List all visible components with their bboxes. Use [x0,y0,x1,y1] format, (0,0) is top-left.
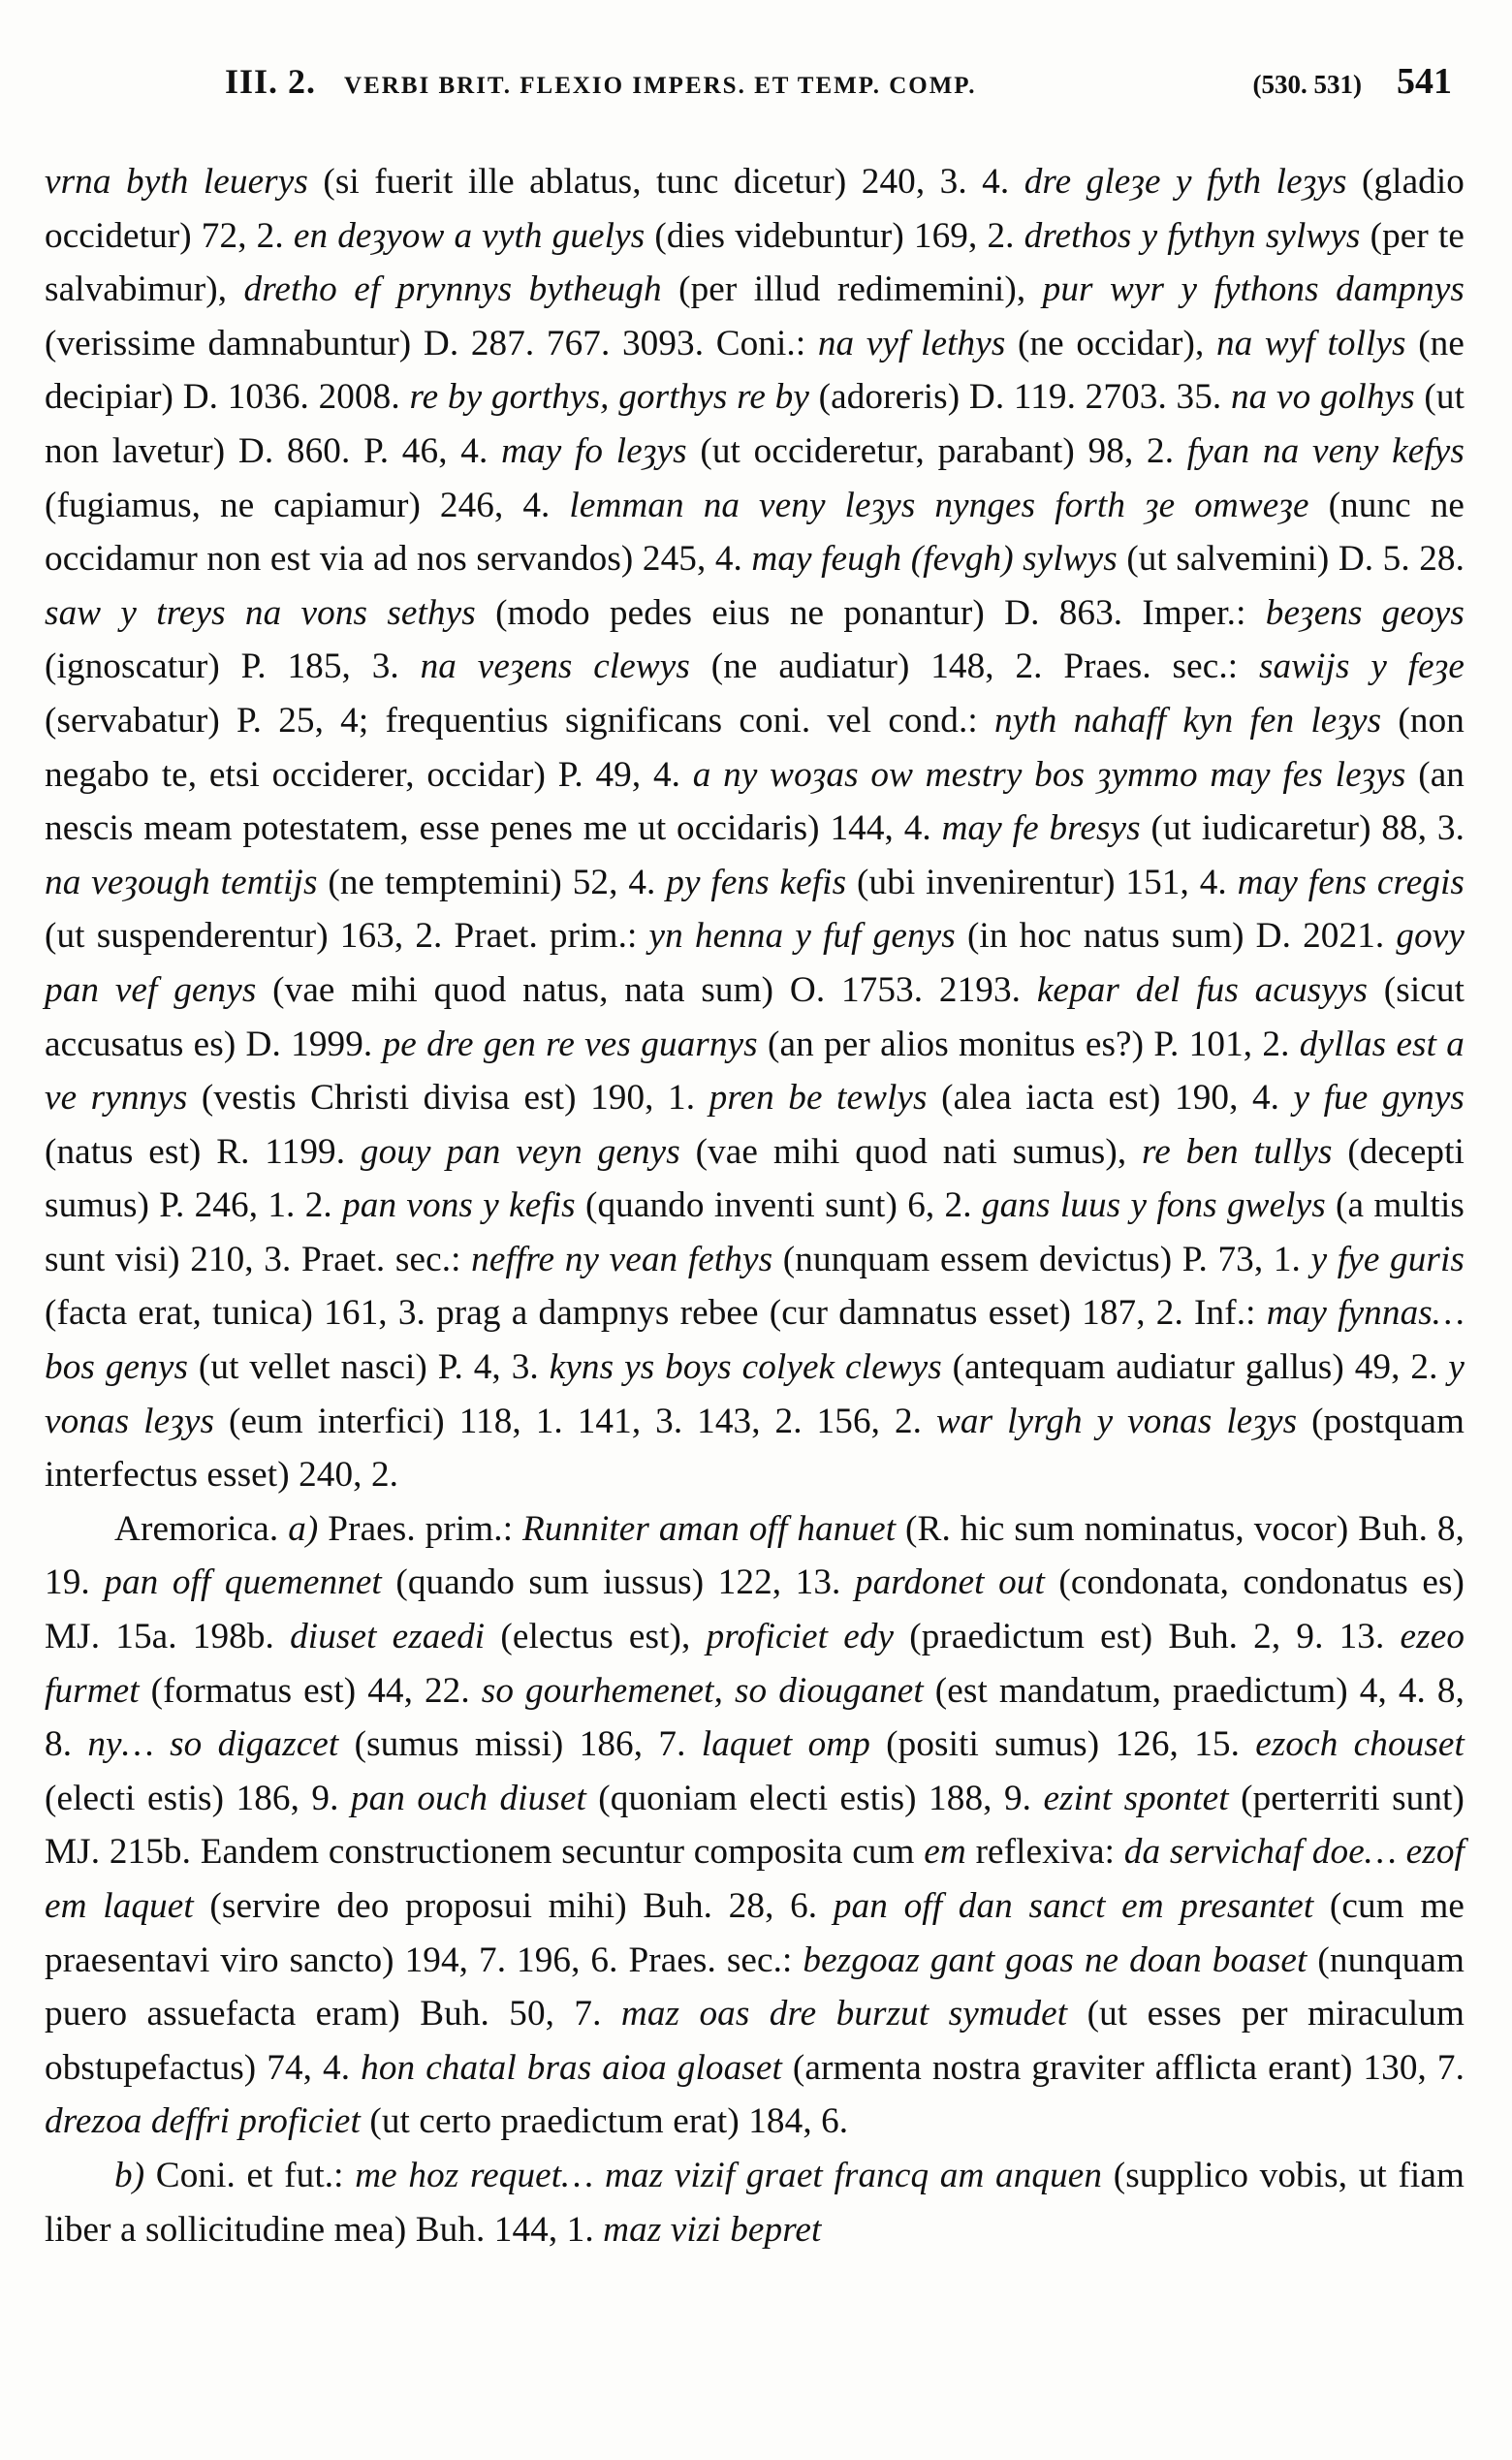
paragraph [45,155,1465,1502]
cited-form: govy pan vef genys [45,916,1465,1010]
gloss-text: (ubi invenirentur) 151, 4. [846,862,1238,902]
cited-form: pan off quemennet [104,1562,382,1603]
gloss-text: (ut occideretur, parabant) 98, 2. [686,430,1187,471]
cited-form: py fens kefis [666,862,847,902]
cited-form: dyllas est a ve rynnys [45,1024,1465,1119]
gloss-text: (sumus missi) 186, 7. [338,1724,702,1765]
gloss-text: (per illud redimemini), [661,269,1043,310]
gloss-text: (ne audiatur) 148, 2. Praes. sec.: [689,647,1259,687]
cited-form: y vonas leȝys [45,1347,1465,1441]
cited-form: maz oas dre burzut symudet [620,1994,1068,2034]
cited-form: dre gleȝe y fyth leȝys [1024,162,1347,202]
gloss-text: (natus est) R. 1199. [45,1131,361,1172]
gloss-text: (cum me praesentavi viro sancto) 194, 7. 196, 6. Praes. sec.: [45,1886,1465,1980]
gloss-text: (ne decipiar) D. 1036. 2008. [45,323,1465,418]
cited-form: em [924,1832,966,1873]
gloss-text: (servire deo proposui mihi) Buh. 28, 6. [193,1886,834,1926]
cited-form: beȝens geoys [1265,592,1465,633]
gloss-text: (ut esses per miraculum obstupefactus) 74, 4. [45,1994,1465,2088]
cited-form: maz vizi bepret [603,2209,822,2250]
gloss-text: (ut certo praedictum erat) 184, 6. [360,2101,849,2142]
gloss-text: (antequam audiatur gallus) 49, 2. [941,1347,1449,1388]
gloss-text: (adoreris) D. 119. 2703. 35. [808,377,1231,418]
cited-form: diuset ezaedi [290,1617,486,1657]
gloss-text: (ut vellet nasci) P. 4, 3. [188,1347,550,1388]
gloss-text: (modo pedes eius ne ponantur) D. 863. Imper.: [475,592,1266,633]
gloss-text: (postquam interfectus esset) 240, 2. [45,1401,1465,1496]
gloss-text: (nunquam puero assuefacta eram) Buh. 50, 7. [45,1940,1465,2034]
cited-form: y fye guris [1310,1239,1465,1279]
cited-form: pardonet out [854,1562,1045,1603]
cited-form: yn henna y fuf genys [648,916,956,957]
gloss-text: (a multis sunt visi) 210, 3. Praet. sec.: [45,1185,1465,1279]
cited-form: na veȝens clewys [420,647,690,687]
cited-form: ny… so digazcet [87,1724,339,1765]
cited-form: re by gorthys, gorthys re by [409,377,809,418]
cited-form: na vyf lethys [817,323,1006,363]
gloss-text: (nunc ne occidamur non est via ad nos servandos) 245, 4. [45,485,1465,580]
gloss-text: (ut non lavetur) D. 860. P. 46, 4. [45,377,1465,471]
cited-form: proficiet edy [706,1617,895,1657]
cited-form: may feugh (fevgh) sylwys [751,539,1118,580]
gloss-text: (fugiamus, ne capiamur) 246, 4. [45,485,570,525]
gloss-text: (ut iudicaretur) 88, 3. [1140,808,1465,849]
gloss-text: (dies videbuntur) 169, 2. [645,215,1024,256]
cited-form: pan vons y kefis [342,1185,576,1226]
cited-form: ezeo furmet [45,1617,1465,1711]
gloss-text: (est mandatum, praedictum) 4, 4. 8, 8. [45,1670,1465,1765]
gloss-text: (gladio occidetur) 72, 2. [45,162,1465,256]
gloss-text: Praes. prim.: [318,1508,523,1549]
cited-form: y fue gynys [1293,1078,1465,1119]
gloss-text: (formatus est) 44, 22. [139,1670,482,1711]
cited-form: nyth nahaff kyn fen leȝys [994,700,1382,741]
gloss-text: (in hoc natus sum) D. 2021. [955,916,1397,957]
page-number: 541 [1397,61,1452,102]
gloss-text: (servabatur) P. 25, 4; frequentius significans coni. vel cond.: [45,700,994,741]
gloss-text: (R. hic sum nominatus, vocor) Buh. 8, 19. [45,1508,1465,1603]
paragraph [45,1502,1465,2149]
gloss-text: (si fuerit ille ablatus, tunc dicetur) 240, 3. 4. [307,162,1024,202]
gloss-text: (ne occidar), [1005,323,1216,363]
gloss-text: (ut salvemini) D. 5. 28. [1117,539,1465,580]
paragraph [45,2149,1465,2256]
gloss-text: (non negabo te, etsi occiderer, occidar) P. 49, 4. [45,700,1465,795]
cited-form: fyan na veny kefys [1186,430,1465,471]
gloss-text: (armenta nostra graviter afflicta erant) 130, 7. [781,2047,1465,2088]
gloss-text: (electus est), [485,1617,707,1657]
chapter-title [225,61,977,102]
cited-form: pren be tewlys [709,1078,928,1119]
gloss-text: (quoniam electi estis) 188, 9. [585,1778,1044,1818]
gloss-text: (an per alios monitus es?) P. 101, 2. [757,1024,1300,1064]
cited-form: lemman na veny leȝys nynges forth ȝe omweȝe [569,485,1309,525]
gloss-text: (ignoscatur) P. 185, 3. [45,647,421,687]
cited-form: saw y treys na vons sethys [45,592,476,633]
cited-form: may fens cregis [1237,862,1465,902]
gloss-text: (verissime damnabuntur) D. 287. 767. 3093. Coni.: [45,323,818,363]
cited-form: na vo golhys [1230,377,1415,418]
cited-form: hon chatal bras aioa gloaset [361,2047,782,2088]
gloss-text: (ne temptemini) 52, 4. [317,862,667,902]
gloss-text: reflexiva: [965,1832,1124,1873]
gloss-text: (quando inventi sunt) 6, 2. [575,1185,982,1226]
chapter-title-text: VERBI BRIT. FLEXIO IMPERS. ET TEMP. COMP. [344,73,977,99]
cited-form: pan ouch diuset [350,1778,586,1818]
cited-form: ezint spontet [1043,1778,1229,1818]
cited-form: me hoz requet… maz vizif graet francq am anquen [355,2155,1103,2195]
gloss-text: (alea iacta est) 190, 4. [927,1078,1294,1119]
gloss-text: Aremorica. [114,1508,289,1549]
gloss-text: (decepti sumus) P. 246, 1. 2. [45,1131,1465,1226]
gloss-text: (condonata, condonatus es) MJ. 15a. 198b. [45,1562,1465,1657]
cited-form: pur wyr y fythons dampnys [1042,269,1465,310]
cited-form: na wyf tollys [1215,323,1406,363]
gloss-text: Coni. et fut.: [144,2155,356,2195]
cited-form: sawijs y feȝe [1258,647,1465,687]
gloss-text: (vae mihi quod natus, nata sum) O. 1753. 2193. [256,969,1037,1010]
cited-form: drezoa deffri proficiet [45,2101,361,2142]
body-text [45,155,1465,2256]
cited-form: a) [288,1508,319,1549]
gloss-text: (praedictum est) Buh. 2, 9. 13. [894,1617,1401,1657]
cited-form: gans luus y fons gwelys [981,1185,1326,1226]
cited-form: drethos y fythyn sylwys [1024,215,1361,256]
cited-form: Runniter aman off hanuet [522,1508,897,1549]
cited-form: kepar del fus acusyys [1036,969,1369,1010]
gloss-text: (supplico vobis, ut fiam liber a sollicitudine mea) Buh. 144, 1. [45,2155,1465,2250]
gloss-text: (eum interfici) 118, 1. 141, 3. 143, 2. 156, 2. [214,1401,936,1441]
cited-form: neffre ny vean fethys [471,1239,773,1279]
gloss-text: (an nescis meam potestatem, esse penes me ut occidaris) 144, 4. [45,754,1465,849]
gloss-text: (electi estis) 186, 9. [45,1778,351,1818]
gloss-text: (vestis Christi divisa est) 190, 1. [187,1078,709,1119]
cited-form: da servichaf doe… ezof em laquet [45,1832,1465,1926]
chapter-number: III. 2. [225,62,317,101]
cited-form: laquet omp [701,1724,870,1765]
cited-form: en deȝyow a vyth guelys [293,215,646,256]
column-numbers: (530. 531) [1252,70,1362,99]
cited-form: na veȝough temtijs [45,862,318,902]
cited-form: vrna byth leuerys [45,162,308,202]
gloss-text: (positi sumus) 126, 15. [869,1724,1256,1765]
gloss-text: (per te salvabimur), [45,215,1465,310]
cited-form: may fe bresys [941,808,1141,849]
cited-form: so gourhemenet, so diouganet [481,1670,924,1711]
running-head [225,60,1452,128]
gloss-text: (quando sum iussus) 122, 13. [381,1562,855,1603]
gloss-text: (nunquam essem devictus) P. 73, 1. [772,1239,1311,1279]
cited-form: may fynnas… bos genys [45,1293,1465,1388]
cited-form: dretho ef prynnys bytheugh [243,269,662,310]
cited-form: bezgoaz gant goas ne doan boaset [803,1940,1307,1980]
gloss-text: (cur damnatus esset) 187, 2. Inf.: [758,1293,1267,1334]
gloss-text: (ut suspenderentur) 163, 2. Praet. prim.: [45,916,649,957]
cited-form: pe dre gen re ves guarnys [382,1024,758,1064]
cited-form: gouy pan veyn genys [360,1131,680,1172]
gloss-text: (perterriti sunt) MJ. 215b. Eandem constructionem secuntur composita cum [45,1778,1465,1873]
gloss-text: (sicut accusatus es) D. 1999. [45,969,1465,1064]
cited-form: may fo leȝys [501,430,687,471]
cited-form: pan off dan sanct em presantet [833,1886,1314,1926]
cited-form: war lyrgh y vonas leȝys [935,1401,1298,1441]
cited-form: b) [114,2155,145,2195]
gloss-text: (facta erat, tunica) 161, 3. prag a dampnys rebee [45,1293,759,1334]
cited-form: re ben tullys [1142,1131,1333,1172]
cited-form: kyns ys boys colyek clewys [549,1347,942,1388]
gloss-text: (vae mihi quod nati sumus), [679,1131,1143,1172]
cited-form: a ny woȝas ow mestry bos ȝymmo may fes leȝys [692,754,1406,795]
cited-form: ezoch chouset [1255,1724,1465,1765]
